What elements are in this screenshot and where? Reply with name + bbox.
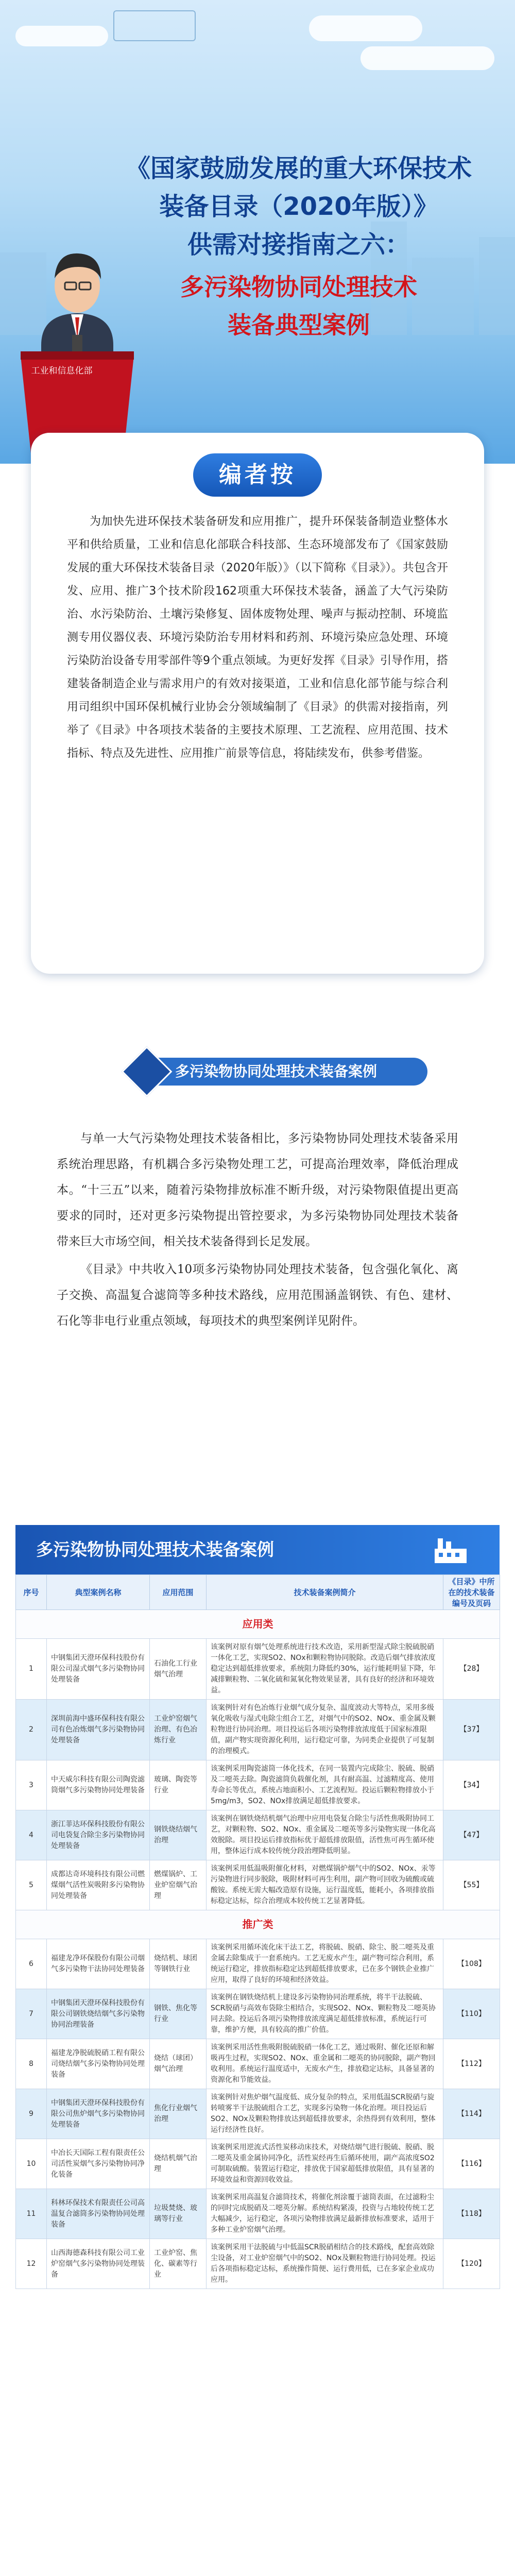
header-scope: 应用范围 [150,1575,207,1610]
cell-page: 【120】 [443,2239,500,2289]
table-row [16,1810,500,1860]
cell-scope: 石油化工行业烟气治理 [150,1639,207,1700]
cell-desc: 该案例采用循环流化床干法工艺，将脱硫、脱硝、除尘、脱二噁英及重金属去除集成于一套系统内。工艺无废水产生，副产物可综合利用，系统运行稳定，排放指标稳定达到超低排放要求，已在多个钢铁企业推广应用，取得了良好的环境和经济效益。 [207,1939,443,1989]
cell-name: 福建龙净环保股份有限公司烟气多污染物干法协同处理装备 [47,1939,150,1989]
hero-title-line: 供需对接指南之六： [187,230,410,259]
table-header-row [16,1575,500,1610]
cell-desc: 该案例在钢铁烧结机烟气治理中应用电袋复合除尘与活性焦吸附协同工艺，对颗粒物、SO2、NOx、重金属及二噁英等多污染物实现一体化高效脱除。项目投运后排放指标优于超低排放限值，活性焦可再生循环使用，整体运行成本较传统分段治理降低明显。 [207,1810,443,1860]
table-group-row [16,1910,500,1939]
cell-no: 9 [16,2089,47,2139]
cell-no: 8 [16,2039,47,2089]
cell-scope: 燃煤锅炉、工业炉窑烟气治理 [150,1860,207,1910]
cloud [360,46,494,70]
cell-no: 4 [16,1810,47,1860]
table-row [16,1989,500,2039]
cell-page: 【55】 [443,1860,500,1910]
cell-desc: 该案例采用干法脱硫与中低温SCR脱硝相结合的技术路线，配套高效除尘设备，对工业炉窑烟气中的SO2、NOx及颗粒物进行协同处理。投运后各项指标稳定达标，系统操作简便、运行费用低，已在多家企业成功应用。 [207,2239,443,2289]
hero-banner [0,0,515,464]
cell-page: 【112】 [443,2039,500,2089]
cases-table [15,1574,500,2289]
cell-no: 7 [16,1989,47,2039]
table-row [16,2239,500,2289]
hero-title-line: 装备目录（2020年版）》 [159,192,438,221]
header-desc: 技术装备案例简介 [207,1575,443,1610]
cell-desc: 该案例采用活性焦吸附脱硫脱硝一体化工艺，通过吸附、催化还原和解吸再生过程，实现SO2、NOx、重金属和二噁英的协同脱除，副产物回收利用。系统运行温度适中，无废水产生，排放稳定达标，具备显著的资源化和节能效益。 [207,2039,443,2089]
cell-desc: 该案例在钢铁烧结机上建设多污染物协同治理系统，将半干法脱硫、SCR脱硝与高效布袋除尘相结合，实现SO2、NOx、颗粒物及二噁英协同去除。投运后各项污染物排放浓度满足超低排放标准，系统运行可靠，维护方便，具有较高的推广价值。 [207,1989,443,2039]
cell-page: 【108】 [443,1939,500,1989]
preface-badge: 编者按 [193,453,322,497]
table-group-row [16,1610,500,1639]
header-name: 典型案例名称 [47,1575,150,1610]
cell-scope: 烧结机烟气治理 [150,2139,207,2189]
group-label: 推广类 [16,1910,500,1939]
circuit-decoration [113,10,196,41]
cell-scope: 焦化行业烟气治理 [150,2089,207,2139]
cell-desc: 该案例对原有烟气处理系统进行技术改造，采用新型湿式除尘脱硫脱硝一体化工艺，实现SO2、NOx和颗粒物协同脱除。改造后烟气排放浓度稳定达到超低排放要求，系统阻力降低约30%，运行能耗明显下降，年减排颗粒物、二氧化硫和氮氧化物效果显著，具有良好的经济和环境效益。 [207,1639,443,1700]
hero-title-line: 《国家鼓励发展的重大环保技术 [125,154,472,183]
cell-desc: 该案例采用高温复合滤筒技术，将催化剂涂覆于滤筒表面，在过滤粉尘的同时完成脱硝及二噁英分解。系统结构紧凑，投资与占地较传统工艺大幅减少，运行稳定，各项污染物排放满足最新排放标准要求，适用于多种工业炉窑烟气治理。 [207,2189,443,2239]
cell-desc: 该案例采用低温吸附催化材料，对燃煤锅炉烟气中的SO2、NOx、汞等污染物进行同步脱除，吸附材料可再生利用，副产物可回收为硫酸或硫酸铵。系统无需大幅改造原有设施，运行温度低，能耗小，各项排放指标稳定达标，综合治理成本较传统工艺显著降低。 [207,1860,443,1910]
cell-page: 【37】 [443,1700,500,1760]
podium-label: 工业和信息化部 [31,366,93,376]
table-row [16,2189,500,2239]
cell-page: 【34】 [443,1760,500,1810]
cell-name: 福建龙净脱硫脱硝工程有限公司烧结烟气多污染物协同处理装备 [47,2039,150,2089]
cell-no: 1 [16,1639,47,1700]
cell-name: 成都达奇环境科技有限公司燃煤烟气活性炭吸附多污染物协同处理装备 [47,1860,150,1910]
table-row [16,1700,500,1760]
cell-no: 10 [16,2139,47,2189]
cell-page: 【118】 [443,2189,500,2239]
cube-icon [122,1046,173,1097]
hero-subtitle [103,268,494,344]
cell-scope: 垃圾焚烧、玻璃等行业 [150,2189,207,2239]
cell-name: 科林环保技术有限责任公司高温复合滤筒多污染物协同处理装备 [47,2189,150,2239]
table-row [16,2139,500,2189]
cell-desc: 该案例针对有色冶炼行业烟气成分复杂、温度波动大等特点，采用多级氧化吸收与湿式电除尘组合工艺，对烟气中的SO2、NOx、重金属及颗粒物进行协同治理。项目投运后各项污染物排放浓度低于国家标准限值，副产物实现资源化利用，运行稳定可靠，为同类企业提供了可复制的治理模式。 [207,1700,443,1760]
cell-desc: 该案例采用陶瓷滤筒一体化技术，在同一装置内完成除尘、脱硫、脱硝及二噁英去除。陶瓷滤筒负载催化剂，具有耐高温、过滤精度高、使用寿命长等优点，系统占地面积小、工艺流程短。投运后颗粒物排放小于5mg/m3，SO2、NOx排放满足超低排放要求。 [207,1760,443,1810]
header-page: 《目录》中所在的技术装备编号及页码 [443,1575,500,1610]
section-banner [118,1054,427,1090]
hero-subtitle-line: 多污染物协同处理技术 [180,273,417,301]
cell-name: 浙江菲达环保科技股份有限公司电袋复合除尘多污染物协同处理装备 [47,1810,150,1860]
cell-scope: 烧结（球团）烟气治理 [150,2039,207,2089]
table-row [16,1939,500,1989]
preface-card [31,433,484,974]
table-body [16,1610,500,2289]
factory-icon [433,1535,469,1564]
cell-scope: 烧结机、球团等钢铁行业 [150,1939,207,1989]
cell-name: 中天威尔科技有限公司陶瓷滤筒烟气多污染物协同处理装备 [47,1760,150,1810]
table-row [16,2089,500,2139]
cell-name: 中冶长天国际工程有限责任公司活性炭烟气多污染物协同净化装备 [47,2139,150,2189]
intro-paragraph: 与单一大气污染物处理技术装备相比，多污染物协同处理技术装备采用系统治理思路，有机耦合多污染物处理工艺，可提高治理效率，降低治理成本。“十三五”以来，随着污染物排放标准不断升级，对污染物限值提出更高要求的同时，还对更多污染物提出管控要求，为多污染物协同处理技术装备带来巨大市场空间，相关技术装备得到长足发展。 [57,1132,458,1248]
cell-scope: 钢铁烧结烟气治理 [150,1810,207,1860]
preface-text: 为加快先进环保技术装备研发和应用推广，提升环保装备制造业整体水平和供给质量，工业和信息化部联合科技部、生态环境部发布了《国家鼓励发展的重大环保技术装备目录（2020年版）》（以下简称《目录》）。共包含开发、应用、推广3个技术阶段162项重大环保技术装备，涵盖了大气污染防治、水污染防治、土壤污染修复、固体废物处理、噪声与振动控制、环境监测专用仪器仪表、环境污染防治专用材料和药剂、环境污染应急处理、环境污染防治设备专用零部件等9个重点领域。为更好发挥《目录》引导作用，搭建装备制造企业与需求用户的有效对接渠道，工业和信息化部节能与综合利用司组织中国环保机械行业协会分领域编制了《目录》的供需对接指南，列举了《目录》中各项技术装备的主要技术原理、工艺流程、应用范围、技术指标、特点及先进性、应用推广前景等信息，将陆续发布，供参考借鉴。 [67,515,448,760]
cell-no: 2 [16,1700,47,1760]
cell-no: 11 [16,2189,47,2239]
table-title: 多污染物协同处理技术装备案例 [36,1539,274,1560]
cell-scope: 工业炉窑、焦化、碳素等行业 [150,2239,207,2289]
hero-subtitle-line: 装备典型案例 [228,311,370,339]
cell-page: 【116】 [443,2139,500,2189]
cell-page: 【28】 [443,1639,500,1700]
cell-scope: 钢铁、焦化等行业 [150,1989,207,2039]
cell-no: 5 [16,1860,47,1910]
cell-name: 山西海德森科技有限公司工业炉窑烟气多污染物协同处理装备 [47,2239,150,2289]
cloud [15,26,108,46]
cell-no: 6 [16,1939,47,1989]
table-row [16,2039,500,2089]
cell-no: 3 [16,1760,47,1810]
group-label: 应用类 [16,1610,500,1639]
cell-page: 【110】 [443,1989,500,2039]
cell-name: 中钢集团天澄环保科技股份有限公司焦炉烟气多污染物协同处理装备 [47,2089,150,2139]
section-intro [57,1126,458,1336]
table-row [16,1639,500,1700]
cell-name: 中钢集团天澄环保科技股份有限公司湿式烟气多污染物协同处理装备 [47,1639,150,1700]
cloud [309,15,422,41]
cell-page: 【47】 [443,1810,500,1860]
cell-name: 中钢集团天澄环保科技股份有限公司钢铁烧结烟气多污染物协同治理装备 [47,1989,150,2039]
table-row [16,1760,500,1810]
header-no: 序号 [16,1575,47,1610]
section-banner-label: 多污染物协同处理技术装备案例 [149,1058,427,1086]
hero-title [103,149,494,264]
cell-page: 【114】 [443,2089,500,2139]
table-row [16,1860,500,1910]
cell-no: 12 [16,2239,47,2289]
cell-desc: 该案例针对焦炉烟气温度低、成分复杂的特点，采用低温SCR脱硝与旋转喷雾半干法脱硫组合工艺，实现多污染物一体化治理。项目投运后SO2、NOx及颗粒物排放达到超低排放要求，余热得到有效利用，整体运行经济性良好。 [207,2089,443,2139]
cell-scope: 工业炉窑烟气治理、有色冶炼行业 [150,1700,207,1760]
cell-scope: 玻璃、陶瓷等行业 [150,1760,207,1810]
cell-name: 深圳前海中盛环保科技有限公司有色冶炼烟气多污染物协同处理装备 [47,1700,150,1760]
cell-desc: 该案例采用逆流式活性炭移动床技术，对烧结烟气进行脱硫、脱硝、脱二噁英及重金属协同净化，活性炭经再生后循环使用，副产高浓度SO2可制取硫酸。装置运行稳定，排放优于国家超低排放限值，具有显著的环境效益和资源回收效益。 [207,2139,443,2189]
table-title-bar [15,1525,500,1574]
intro-paragraph: 《目录》中共收入10项多污染物协同处理技术装备，包含强化氧化、离子交换、高温复合滤筒等多种技术路线，应用范围涵盖钢铁、有色、建材、石化等非电行业重点领域，每项技术的典型案例详见附件。 [57,1263,458,1328]
